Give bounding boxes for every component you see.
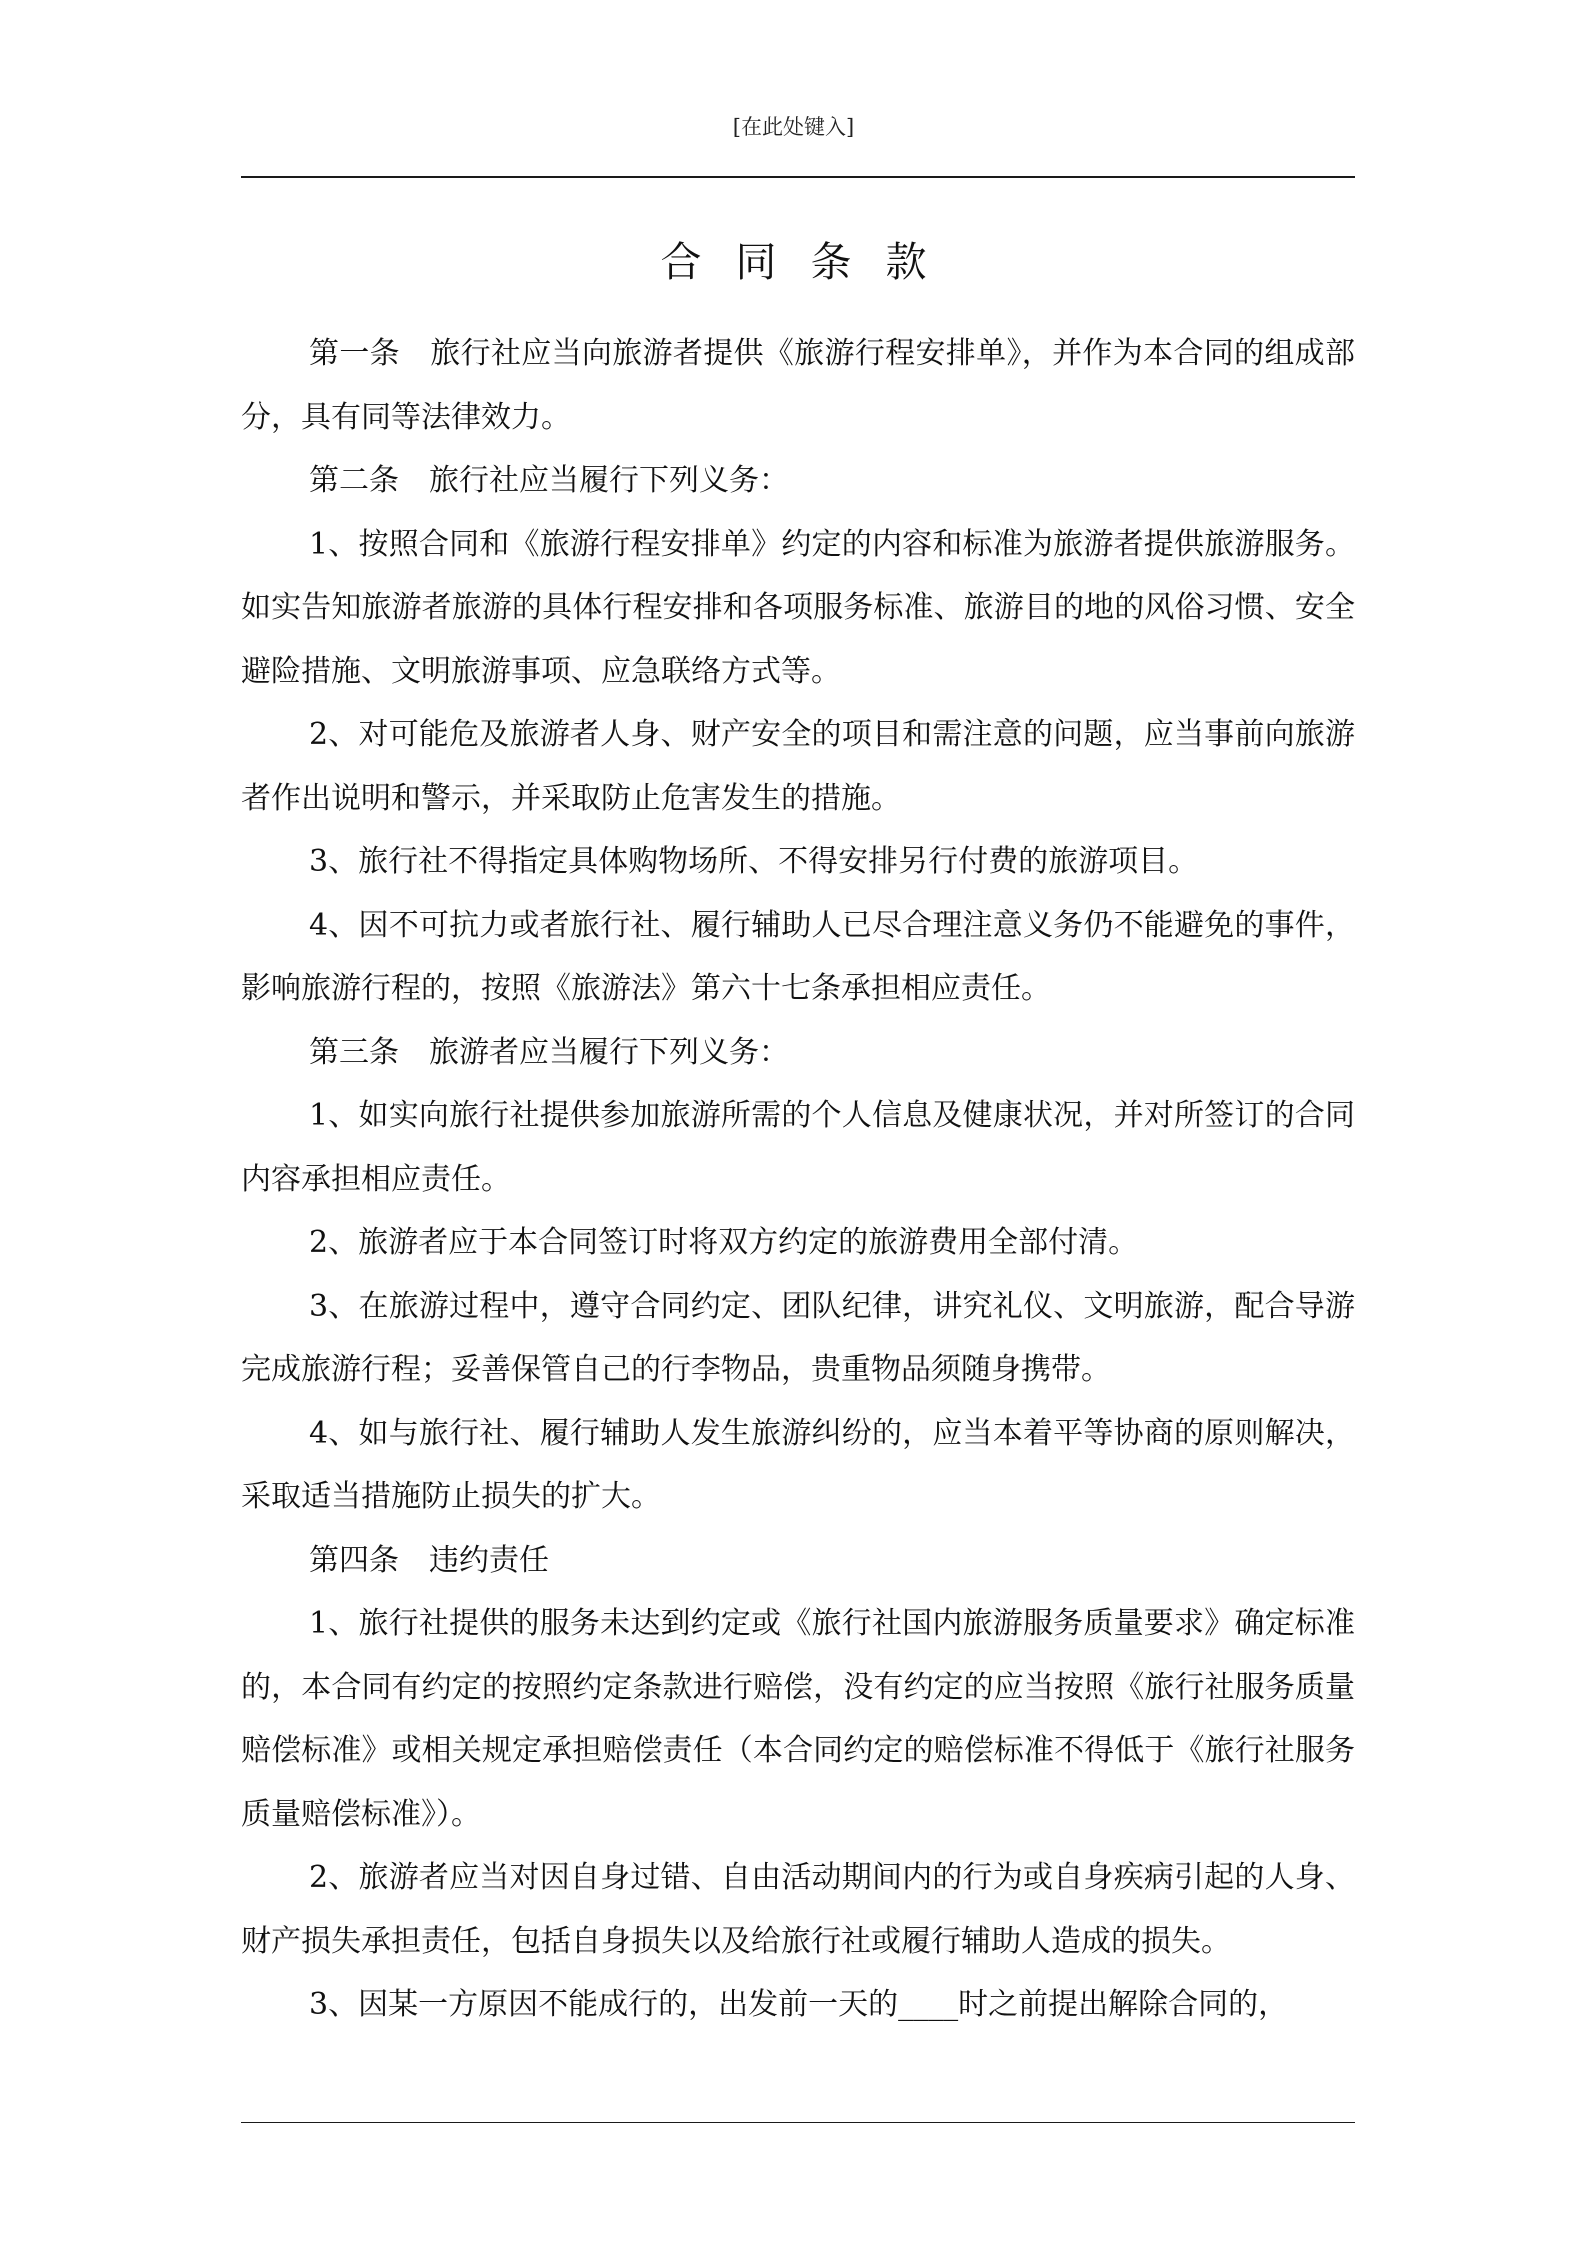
article-2-item-2: 2、对可能危及旅游者人身、财产安全的项目和需注意的问题，应当事前向旅游者作出说明和警示，并采取防止危害发生的措施。 (241, 717, 1355, 816)
article-3-item-3: 3、在旅游过程中，遵守合同约定、团队纪律，讲究礼仪、文明旅游，配合导游完成旅游行程；妥善保管自己的行李物品，贵重物品须随身携带。 (241, 1288, 1355, 1387)
article-2-item-1: 1、按照合同和《旅游行程安排单》约定的内容和标准为旅游者提供旅游服务。如实告知旅游者旅游的具体行程安排和各项服务标准、旅游目的地的风俗习惯、安全避险措施、文明旅游事项、应急联络方式等。 (241, 526, 1355, 689)
article-1: 第一条 旅行社应当向旅游者提供《旅游行程安排单》，并作为本合同的组成部分，具有同等法律效力。 (241, 336, 1355, 435)
article-4-item-2: 2、旅游者应当对因自身过错、自由活动期间内的行为或自身疾病引起的人身、财产损失承担责任，包括自身损失以及给旅行社或履行辅助人造成的损失。 (241, 1860, 1355, 1959)
article-3-item-2: 2、旅游者应于本合同签订时将双方约定的旅游费用全部付清。 (309, 1225, 1139, 1260)
contract-body (241, 322, 1355, 2037)
article-2-item-3: 3、旅行社不得指定具体购物场所、不得安排另行付费的旅游项目。 (309, 844, 1199, 879)
article-3-heading: 第三条 旅游者应当履行下列义务： (309, 1034, 789, 1070)
header-divider (241, 176, 1355, 178)
article-3-item-4: 4、如与旅行社、履行辅助人发生旅游纠纷的，应当本着平等协商的原则解决，采取适当措施防止损失的扩大。 (241, 1415, 1355, 1514)
article-4-item-1: 1、旅行社提供的服务未达到约定或《旅行社国内旅游服务质量要求》确定标准的，本合同有约定的按照约定条款进行赔偿，没有约定的应当按照《旅行社服务质量赔偿标准》或相关规定承担赔偿责任（本合同约定的赔偿标准不得低于《旅行社服务质量赔偿标准》）。 (241, 1606, 1355, 1832)
article-2-heading: 第二条 旅行社应当履行下列义务： (309, 463, 789, 498)
article-4-heading: 第四条 违约责任 (309, 1542, 549, 1578)
footer-divider (241, 2122, 1355, 2123)
article-4-item-3: 3、因某一方原因不能成行的，出发前一天的____时之前提出解除合同的， (309, 1987, 1289, 2022)
page-header-placeholder: [在此处键入] (732, 115, 855, 139)
document-title: 合同条款 (660, 238, 961, 287)
article-2-item-4: 4、因不可抗力或者旅行社、履行辅助人已尽合理注意义务仍不能避免的事件，影响旅游行程的，按照《旅游法》第六十七条承担相应责任。 (241, 907, 1355, 1006)
article-3-item-1: 1、如实向旅行社提供参加旅游所需的个人信息及健康状况，并对所签订的合同内容承担相应责任。 (241, 1098, 1355, 1197)
